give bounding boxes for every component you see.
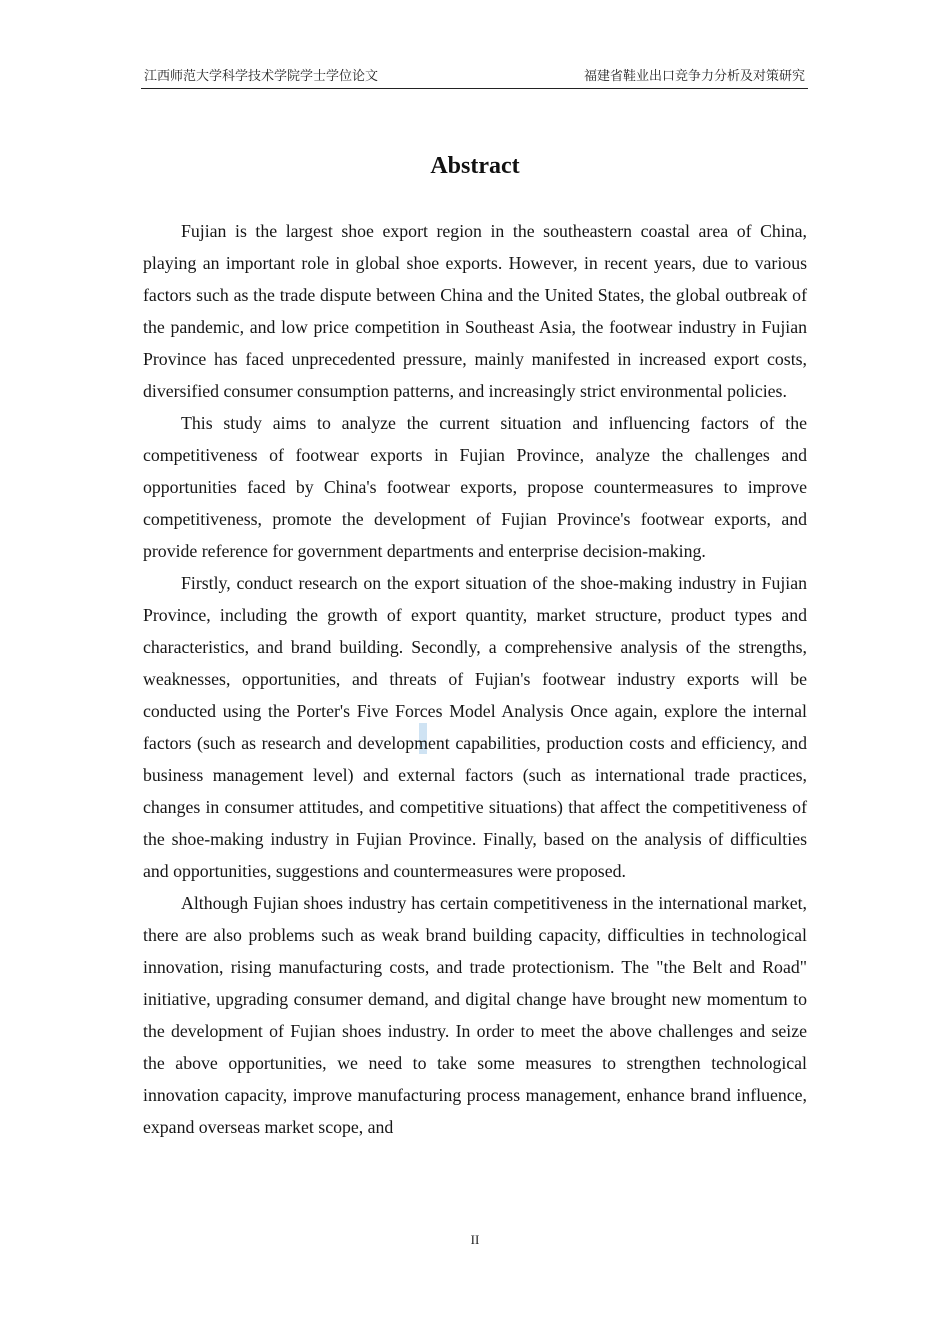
- abstract-paragraph-3: Firstly, conduct research on the export situation of the shoe-making industry in Fujian Province, including the growth of export quantity, market structure, product types and characteristics, and brand building. Secondly, a comprehensive analysis of the strengths, weaknesses, opportunities, and threats of Fujian's footwear industry exports will be conducted using the Porter's Five Forces Model Analysis Once again, explore the internal factors (such as research and development capabilities, production costs and efficiency, and business management level) and external factors (such as international trade practices, changes in consumer attitudes, and competitive situations) that affect the competitiveness of the shoe-making industry in Fujian Province. Finally, based on the analysis of difficulties and opportunities, suggestions and countermeasures were proposed.: [143, 573, 807, 881]
- header-university-title: 江西师范大学科学技术学院学士学位论文: [144, 69, 379, 84]
- abstract-paragraph-4: Although Fujian shoes industry has certain competitiveness in the international market, there are also problems such as weak brand building capacity, difficulties in technological innovation, rising manufacturing costs, and trade protectionism. The "the Belt and Road" initiative, upgrading consumer demand, and digital change have brought new momentum to the development of Fujian shoes industry. In order to meet the above challenges and seize the above opportunities, we need to take some measures to strengthen technological innovation capacity, improve manufacturing process management, enhance brand influence, expand overseas market scope, and: [143, 893, 807, 1137]
- abstract-paragraph-1: Fujian is the largest shoe export region in the southeastern coastal area of China, playing an important role in global shoe exports. However, in recent years, due to various factors such as the trade dispute between China and the United States, the global outbreak of the pandemic, and low price competition in Southeast Asia, the footwear industry in Fujian Province has faced unprecedented pressure, mainly manifested in increased export costs, diversified consumer consumption patterns, and increasingly strict environmental policies.: [143, 221, 807, 401]
- page-number: II: [470, 1232, 480, 1247]
- abstract-paragraph-2: This study aims to analyze the current situation and influencing factors of the competitiveness of footwear exports in Fujian Province, analyze the challenges and opportunities faced by China's footwear exports, propose countermeasures to improve competitiveness, promote the development of Fujian Province's footwear exports, and provide reference for government departments and enterprise decision-making.: [143, 413, 807, 561]
- header-thesis-title: 福建省鞋业出口竞争力分析及对策研究: [583, 69, 805, 84]
- abstract-body: [143, 215, 807, 1143]
- running-header: [141, 66, 808, 89]
- abstract-heading: Abstract: [430, 153, 520, 179]
